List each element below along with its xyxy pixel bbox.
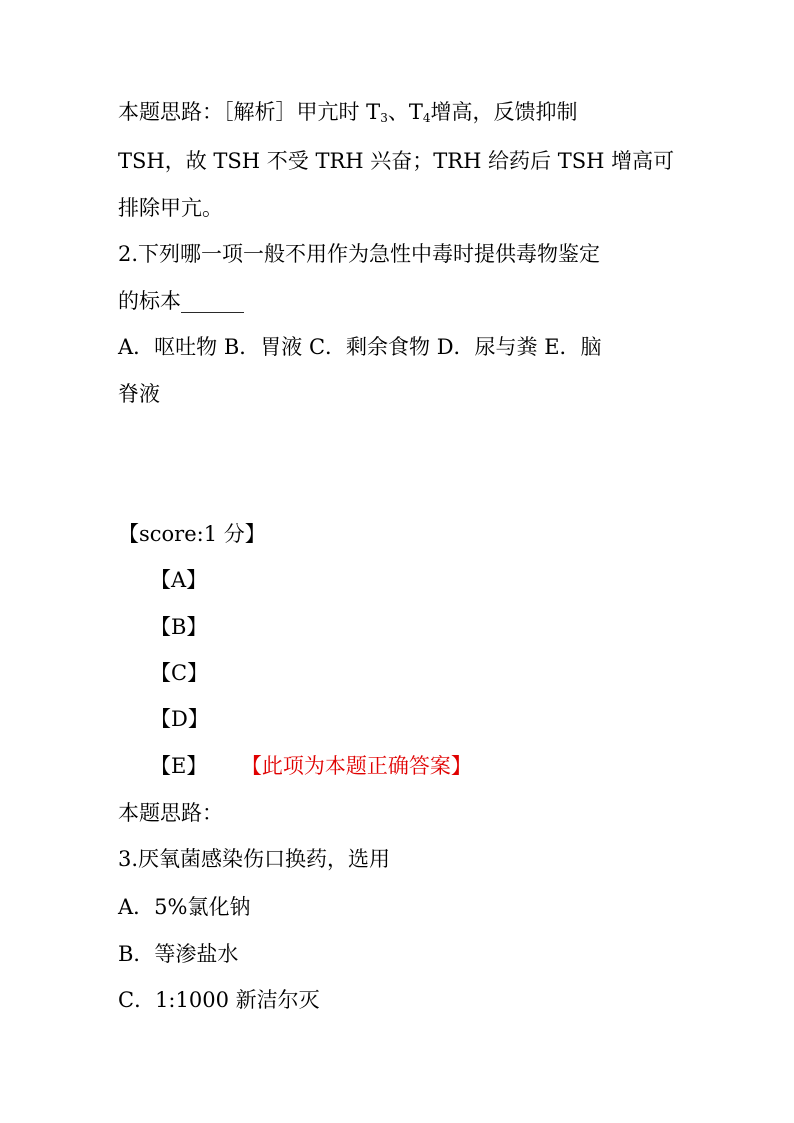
q2-choice-b[interactable]: 【B】: [150, 615, 208, 639]
q1-analysis-text-a: 本题思路：［解析］甲亢时 T: [118, 100, 381, 124]
correct-answer-marker: 【此项为本题正确答案】: [251, 754, 472, 778]
q1-analysis-line-1: [118, 98, 577, 132]
q3-stem: 3.厌氧菌感染伤口换药，选用: [118, 847, 391, 871]
q3-option-c: C．1:1000 新洁尔灭: [118, 988, 320, 1012]
q2-score: 【score:1 分】: [118, 522, 266, 546]
q2-choice-e-row: [150, 752, 472, 780]
q2-stem-line-2: 的标本______: [118, 289, 244, 313]
q1-analysis-separator: 、T: [387, 100, 423, 124]
q3-option-b: B．等渗盐水: [118, 942, 239, 966]
q2-stem-line-1: 2.下列哪一项一般不用作为急性中毒时提供毒物鉴定: [118, 242, 601, 266]
q1-analysis-line-3: 排除甲亢。: [118, 196, 223, 220]
q2-choice-c[interactable]: 【C】: [150, 661, 209, 685]
q2-analysis: 本题思路：: [118, 801, 223, 825]
q1-analysis-text-b: 增高，反馈抑制: [430, 100, 578, 124]
subscript-3: 3: [380, 111, 388, 125]
q2-options-line-1: A．呕吐物 B．胃液 C．剩余食物 D．尿与粪 E．脑: [118, 335, 602, 359]
q3-option-a: A．5%氯化钠: [118, 895, 251, 919]
subscript-4: 4: [422, 111, 431, 125]
q2-choice-a[interactable]: 【A】: [150, 568, 208, 592]
q2-options-line-2: 脊液: [118, 382, 160, 406]
q2-choice-e[interactable]: 【E】: [150, 754, 208, 778]
q2-choice-d[interactable]: 【D】: [150, 707, 209, 731]
q1-analysis-line-2: TSH，故 TSH 不受 TRH 兴奋；TRH 给药后 TSH 增高可: [118, 149, 675, 173]
